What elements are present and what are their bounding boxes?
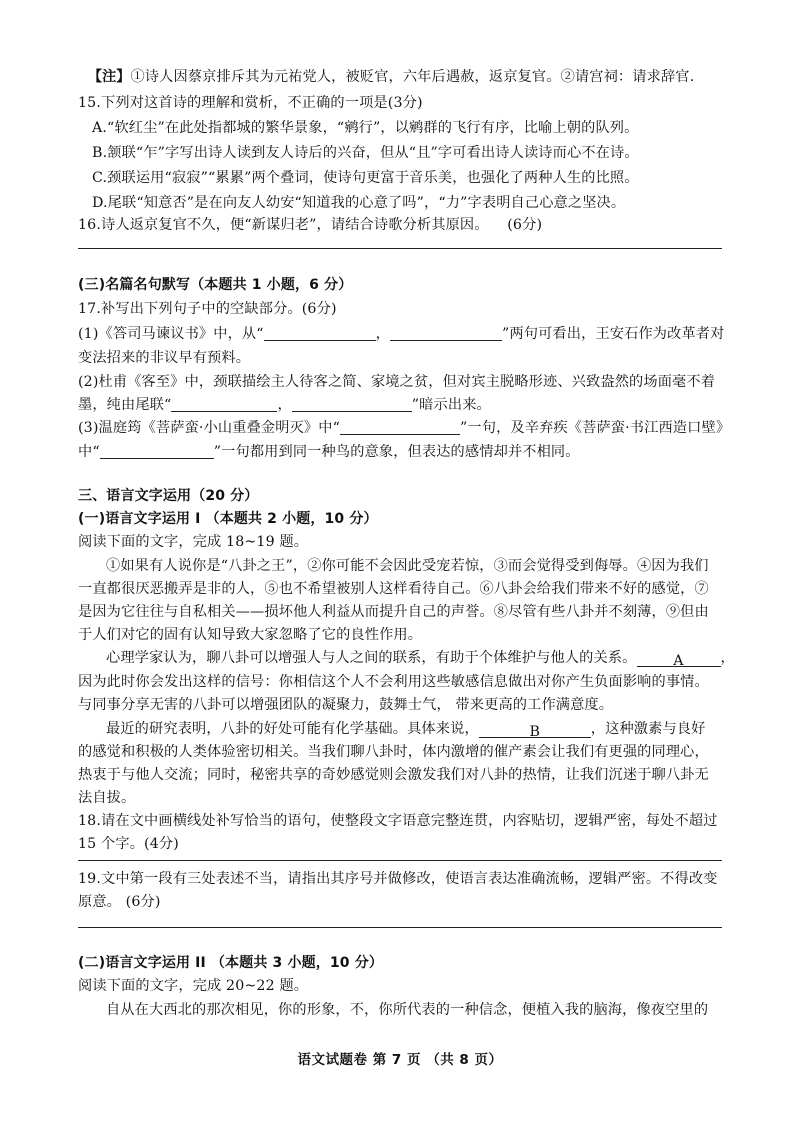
passage-p1-line1: ①如果有人说你是“八卦之王”，②你可能不会因此受宠若惊，③而会觉得受到侮辱。④因为我们: [106, 558, 709, 574]
q17-item-2-sep: ，: [277, 397, 292, 413]
blank-17-3a[interactable]: [340, 418, 460, 435]
note-line: [88, 66, 694, 88]
q17-item-1: [78, 323, 724, 345]
question-16-stem: 16.诗人返京复官不久，便“新谋归老”，请结合诗歌分析其原因。: [78, 217, 489, 233]
question-19-line1: 19.文中第一段有三处表述不当，请指出其序号并做修改，使语言表达准确流畅，逻辑严密。不得改变: [78, 871, 718, 887]
passage-p2-line3: 与同事分享无害的八卦可以增强团队的凝聚力，鼓舞士气， 带来更高的工作满意度。: [78, 697, 614, 713]
passage-2-line1: 自从在大西北的那次相见，你的形象，不，你所代表的一种信念，便植入我的脑海，像夜空里的: [106, 1002, 709, 1018]
passage-p3-line2: 的感觉和积极的人类体验密切相关。当我们聊八卦时，体内激增的催产素会让我们有更强的同理心，: [78, 744, 709, 760]
blank-b[interactable]: B: [479, 721, 591, 738]
question-16-score: (6分): [507, 217, 543, 233]
passage-p2-comma: ，: [720, 650, 735, 666]
passage-p1-line2: 一直都很厌恶搬弄是非的人，⑤也不希望被别人这样看待自己。⑥八卦会给我们带来不好的感觉，⑦: [78, 581, 709, 597]
q17-item-2-cont: [78, 394, 491, 416]
answer-line-18[interactable]: [78, 860, 722, 861]
question-15-stem: 15.下列对这首诗的理解和赏析，不正确的一项是(3分): [78, 95, 423, 111]
passage-p3-line3: 热衷于与他人交流；同时，秘密共享的奇妙感觉则会激发我们对八卦的热情，让我们沉迷于聊八卦无: [78, 767, 709, 783]
question-17-stem: 17.补写出下列句子中的空缺部分。(6分): [78, 301, 337, 317]
answer-line-16[interactable]: [78, 248, 722, 249]
question-18-line2: 15 个字。(4分): [78, 836, 179, 852]
passage-p1-line4: 于人们对它的固有认知导致大家忽略了它的良性作用。: [78, 627, 423, 643]
q17-item-2: (2)杜甫《客至》中，颈联描绘主人待客之简、家境之贫，但对宾主脱略形迹、兴致盎然的场面毫不着: [78, 374, 716, 390]
blank-a[interactable]: A: [637, 650, 721, 667]
q17-item-3-cont: [78, 441, 580, 463]
q17-item-1-prefix: (1)《答司马谏议书》中，从“: [78, 326, 264, 342]
q17-item-2-suffix: ”暗示出来。: [411, 397, 491, 413]
q17-item-1-cont: 变法招来的非议早有预料。: [78, 350, 251, 366]
question-19-line2: 原意。 (6分): [78, 894, 161, 910]
question-18-line1: 18.请在文中画横线处补写恰当的语句，使整段文字语意完整连贯，内容贴切，逻辑严密，每处不超过: [78, 813, 718, 829]
q17-item-3-prefix2: 中“: [78, 444, 100, 460]
q17-item-3: [78, 417, 730, 439]
section-3-heading: (三)名篇名句默写（本题共 1 小题，6 分）: [78, 277, 353, 293]
passage-p2-line2: 因为此时你会发出这样的信号：你相信这个人不会利用这些敏感信息做出对你产生负面影响的事情。: [78, 674, 709, 690]
passage-p3-line1: [106, 718, 705, 740]
passage-p3-suffix: ，这种激素与良好: [590, 721, 706, 737]
passage-p2-line1: [106, 647, 735, 669]
q17-item-2-prefix: 墨，纯由尾联“: [78, 397, 172, 413]
subsection-2-heading: (二)语言文字运用 II （本题共 3 小题，10 分）: [78, 955, 384, 971]
blank-17-2b[interactable]: [292, 395, 412, 412]
passage-p3-line4: 法自拔。: [78, 790, 136, 806]
answer-line-19[interactable]: [78, 927, 722, 928]
q17-item-1-sep: ，: [375, 326, 391, 342]
blank-17-1a[interactable]: [264, 324, 376, 341]
note-label: 【注】: [88, 69, 131, 85]
note-text: ①诗人因蔡京排斥其为元祐党人，被贬官，六年后遇赦，返京复官。②请宫祠：请求辞官.: [130, 69, 695, 85]
subsection-1-heading: (一)语言文字运用 I （本题共 2 小题，10 分）: [78, 511, 378, 527]
blank-17-2a[interactable]: [171, 395, 277, 412]
page-footer: 语文试题卷 第 7 页 （共 8 页）: [297, 1052, 503, 1068]
passage-p2-text: 心理学家认为，聊八卦可以增强人与人之间的联系，有助于个体维护与他人的关系。: [106, 650, 637, 666]
q17-item-3-prefix: (3)温庭筠《菩萨蛮·小山重叠金明灭》中“: [78, 420, 341, 436]
blank-17-1b[interactable]: [390, 324, 502, 341]
q17-item-3-mid: ”一句，及辛弃疾《菩萨蛮·书江西造口壁》: [460, 420, 731, 436]
q15-option-c: C.颈联运用“寂寂”“累累”两个叠词，使诗句更富于音乐美，也强化了两种人生的比照。: [92, 170, 639, 186]
q15-option-a: A.“软红尘”在此处指都城的繁华景象，“鹓行”，以鹓群的飞行有序，比喻上朝的队列。: [92, 120, 639, 136]
q17-item-3-suffix: ”一句都用到同一种鸟的意象，但表达的感情却并不相同。: [213, 444, 580, 460]
reading-intro-18-19: 阅读下面的文字，完成 18~19 题。: [78, 534, 309, 550]
reading-intro-20-22: 阅读下面的文字，完成 20~22 题。: [78, 978, 309, 994]
q15-option-b: B.颔联“乍”字写出诗人读到友人诗后的兴奋，但从“且”字可看出诗人读诗而心不在诗。: [92, 145, 639, 161]
blank-17-3b[interactable]: [100, 442, 214, 459]
passage-p1-line3: 是因为它往往与自私相关——损坏他人利益从而提升自己的声誉。⑧尽管有些八卦并不刻薄，⑨但由: [78, 604, 709, 620]
q17-item-1-suffix: ”两句可看出，王安石作为改革者对: [502, 326, 725, 342]
q15-option-d: D.尾联“知意否”是在向友人幼安“知道我的心意了吗”，“力”字表明自己心意之坚决。: [92, 195, 626, 211]
passage-p3-text: 最近的研究表明，八卦的好处可能有化学基础。具体来说，: [106, 721, 479, 737]
section-language-title: 三、语言文字运用（20 分）: [78, 488, 259, 504]
question-16: [78, 214, 542, 236]
